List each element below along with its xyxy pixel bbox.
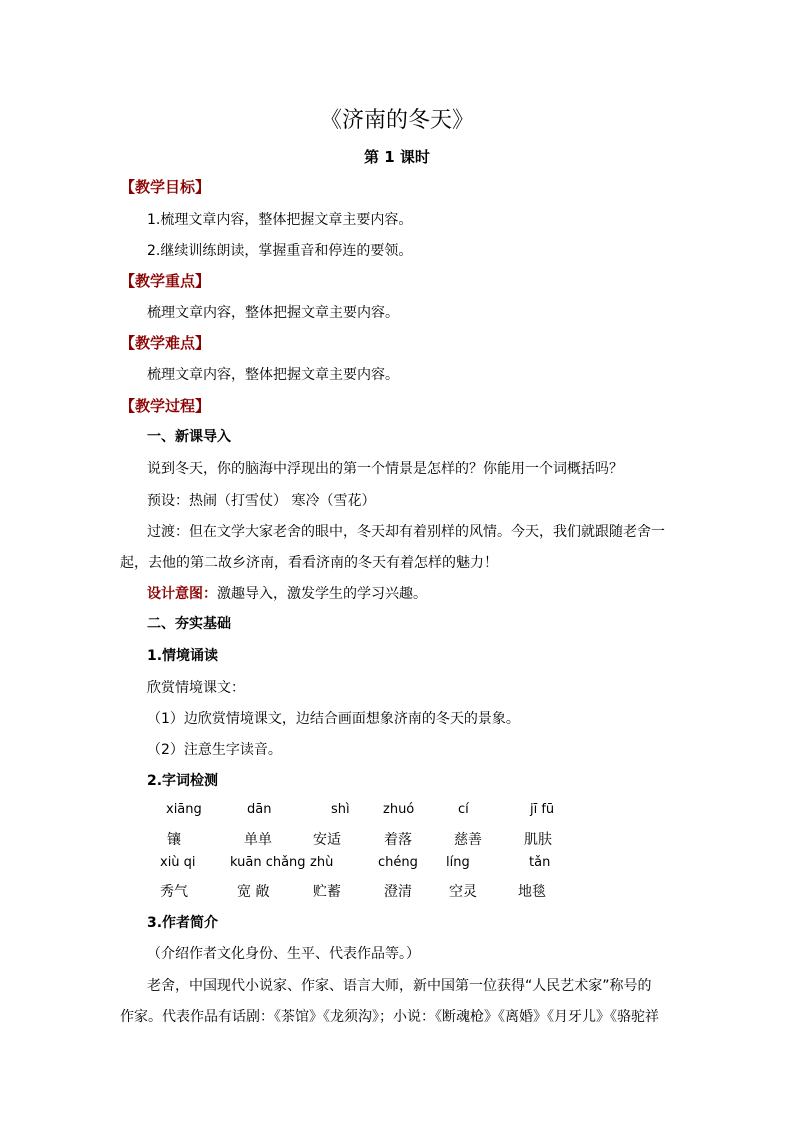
design-intent-label: 设计意图： — [147, 586, 217, 602]
section-heading-process: 【教学过程】 — [120, 397, 211, 415]
document-title: 《济南的冬天》 — [319, 108, 474, 133]
word-cishan: 慈善 — [454, 832, 482, 848]
author-bio-line2: 作家。代表作品有话剧：《茶馆》《龙须沟》；小说：《断魂枪》《离婚》《月牙儿》《骆驼祥 — [120, 1009, 659, 1025]
pinyin-tan: tǎn — [529, 855, 551, 870]
sub3-heading: 3.作者简介 — [147, 915, 219, 931]
lesson-subtitle: 第 1 课时 — [364, 148, 430, 166]
pinyin-xiuqi: xiù qi — [160, 855, 196, 870]
word-zhuoluo: 着落 — [384, 832, 412, 848]
word-xiuqi: 秀气 — [160, 884, 188, 900]
section-heading-goals: 【教学目标】 — [120, 178, 211, 196]
design-intent-text: 激趣导入，激发学生的学习兴趣。 — [217, 586, 427, 602]
pinyin-xiang: xiāng — [166, 802, 202, 817]
word-chengqing: 澄清 — [384, 884, 412, 900]
part1-preset: 预设：热闹（打雪仗） 寒冷（雪花） — [147, 493, 376, 509]
difficulties-text: 梳理文章内容，整体把握文章主要内容。 — [147, 367, 399, 383]
part1-transition-line1: 过渡：但在文学大家老舍的眼中，冬天却有着别样的风情。今天，我们就跟随老舍一 — [147, 524, 665, 540]
part1-heading: 一、新课导入 — [147, 429, 231, 445]
section-heading-key-points: 【教学重点】 — [120, 272, 211, 290]
part1-design-intent — [147, 583, 427, 603]
pinyin-shi: shì — [331, 802, 350, 817]
word-kuanchang: 宽 敞 — [237, 884, 270, 900]
pinyin-zhu: zhù — [310, 855, 334, 870]
pinyin-zhuo: zhuó — [383, 802, 415, 817]
part1-transition-line2: 起，去他的第二故乡济南，看看济南的冬天有着怎样的魅力！ — [120, 555, 498, 571]
pinyin-dan: dān — [247, 802, 272, 817]
pinyin-jifu: jī fū — [530, 802, 555, 817]
word-kongling: 空灵 — [449, 884, 477, 900]
word-ditan: 地毯 — [518, 884, 546, 900]
goal-item-1: 1.梳理文章内容，整体把握文章主要内容。 — [147, 212, 413, 228]
word-dandan: 单单 — [244, 832, 272, 848]
pinyin-kuanchang: kuān chǎng — [230, 855, 306, 870]
pinyin-cheng: chéng — [378, 855, 418, 870]
goal-item-2: 2.继续训练朗读，掌握重音和停连的要领。 — [147, 243, 413, 259]
section-heading-difficulties: 【教学难点】 — [120, 334, 211, 352]
part1-question: 说到冬天，你的脑海中浮现出的第一个情景是怎样的？你能用一个词概括吗？ — [147, 461, 623, 477]
key-points-text: 梳理文章内容，整体把握文章主要内容。 — [147, 305, 399, 321]
word-anshi: 安适 — [313, 832, 341, 848]
part2-heading: 二、夯实基础 — [147, 616, 231, 632]
word-zhuxu: 贮蓄 — [313, 884, 341, 900]
sub1-item-1: （1）边欣赏情境课文，边结合画面想象济南的冬天的景象。 — [147, 711, 520, 727]
sub1-item-2: （2）注意生字读音。 — [147, 742, 282, 758]
pinyin-ling: líng — [446, 855, 470, 870]
sub3-intro: （介绍作者文化身份、生平、代表作品等。） — [147, 946, 420, 962]
word-xiang: 镶 — [167, 832, 181, 848]
sub2-heading: 2.字词检测 — [147, 773, 219, 789]
sub1-heading: 1.情境诵读 — [147, 648, 219, 664]
author-bio-line1: 老舍，中国现代小说家、作家、语言大师，新中国第一位获得“人民艺术家”称号的 — [147, 978, 652, 994]
pinyin-ci: cí — [458, 802, 469, 817]
word-jifu: 肌肤 — [524, 832, 552, 848]
sub1-intro: 欣赏情境课文： — [147, 680, 245, 696]
